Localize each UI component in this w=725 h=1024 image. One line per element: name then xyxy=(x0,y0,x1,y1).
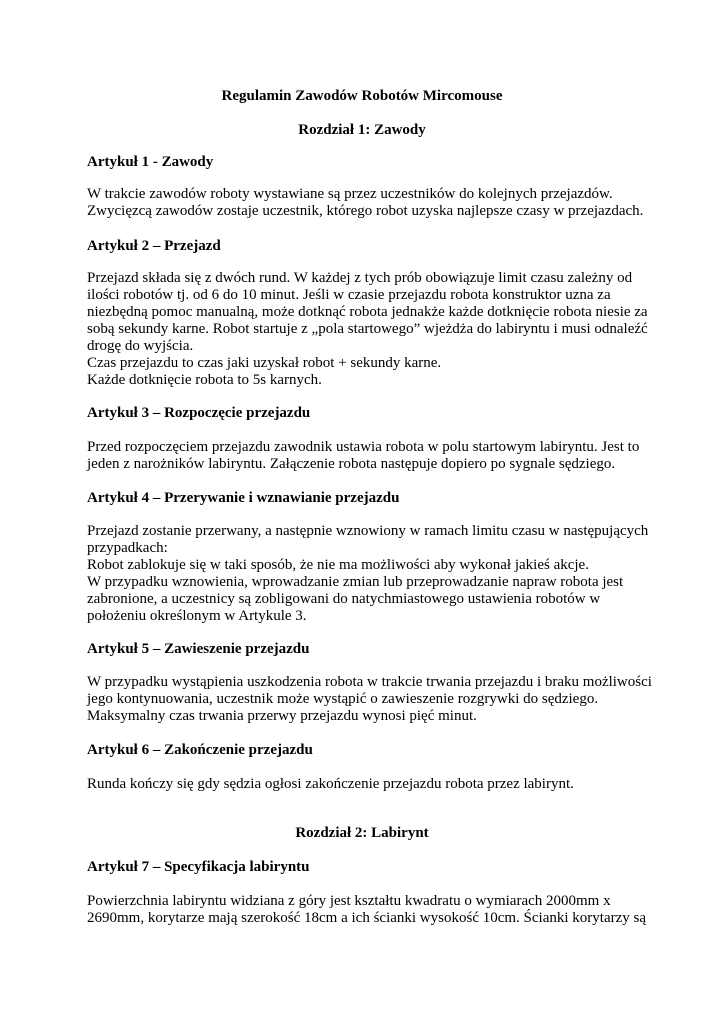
article-7-body xyxy=(87,893,647,927)
article-3-line: Przed rozpoczęciem przejazdu zawodnik ustawia robota w polu startowym labiryntu. Jest to xyxy=(87,439,640,455)
article-5-line: jego kontynuowania, uczestnik może wystąpić o zawieszenie rozgrywki do sędziego. xyxy=(87,691,599,707)
article-4-line: zabronione, a uczestnicy są zobligowani do natychmiastowego ustawienia robotów w xyxy=(87,591,601,607)
article-3-heading: Artykuł 3 – Rozpoczęcie przejazdu xyxy=(87,405,311,421)
article-5-line: W przypadku wystąpienia uszkodzenia robota w trakcie trwania przejazdu i braku możliwości xyxy=(87,674,652,690)
article-7-line: Powierzchnia labiryntu widziana z góry jest kształtu kwadratu o wymiarach 2000mm x xyxy=(87,893,611,909)
article-2-heading: Artykuł 2 – Przejazd xyxy=(87,238,221,254)
article-4-line: Robot zablokuje się w taki sposób, że nie ma możliwości aby wykonał jakieś akcje. xyxy=(87,557,589,573)
chapter-2-heading: Rozdział 2: Labirynt xyxy=(295,825,429,841)
article-5-body xyxy=(87,674,652,725)
article-5-line: Maksymalny czas trwania przerwy przejazdu wynosi pięć minut. xyxy=(87,708,477,724)
chapter-1-heading: Rozdział 1: Zawody xyxy=(298,122,426,138)
article-4-line: Przejazd zostanie przerwany, a następnie wznowiony w ramach limitu czasu w następujących xyxy=(87,523,649,539)
article-2-line: Czas przejazdu to czas jaki uzyskał robot + sekundy karne. xyxy=(87,355,442,371)
article-5-heading: Artykuł 5 – Zawieszenie przejazdu xyxy=(87,641,310,657)
article-2-line: sobą sekundy karne. Robot startuje z „pola startowego” wjeżdża do labiryntu i musi odnaleźć xyxy=(87,321,648,337)
document-title: Regulamin Zawodów Robotów Mircomouse xyxy=(221,88,503,104)
article-2-line: drogę do wyjścia. xyxy=(87,338,194,354)
article-6-body xyxy=(87,776,647,793)
article-2-line: Przejazd składa się z dwóch rund. W każdej z tych prób obowiązuje limit czasu zależny od xyxy=(87,270,633,286)
article-3-line: jeden z narożników labiryntu. Załączenie robota następuje dopiero po sygnale sędziego. xyxy=(87,456,616,472)
article-1-line: Zwycięzcą zawodów zostaje uczestnik, którego robot uzyska najlepsze czasy w przejazdach. xyxy=(87,203,644,219)
article-7-heading: Artykuł 7 – Specyfikacja labiryntu xyxy=(87,859,310,875)
article-7-line: 2690mm, korytarze mają szerokość 18cm a ich ścianki wysokość 10cm. Ścianki korytarzy są xyxy=(87,910,647,926)
article-4-line: położeniu określonym w Artykule 3. xyxy=(87,608,307,624)
article-6-heading: Artykuł 6 – Zakończenie przejazdu xyxy=(87,742,313,758)
article-1-heading: Artykuł 1 - Zawody xyxy=(87,154,214,170)
article-2-body xyxy=(87,270,647,389)
article-6-line: Runda kończy się gdy sędzia ogłosi zakończenie przejazdu robota przez labirynt. xyxy=(87,776,574,792)
article-4-body xyxy=(87,523,647,625)
article-4-line: przypadkach: xyxy=(87,540,168,556)
article-2-line: ilości robotów tj. od 6 do 10 minut. Jeśli w czasie przejazdu robota konstruktor uzna za xyxy=(87,287,611,303)
article-3-body xyxy=(87,439,647,473)
article-2-line: Każde dotknięcie robota to 5s karnych. xyxy=(87,372,322,388)
article-2-line: niezbędną pomoc manualną, może dotknąć robota jednakże każde dotknięcie robota niesie za xyxy=(87,304,648,320)
article-4-heading: Artykuł 4 – Przerywanie i wznawianie przejazdu xyxy=(87,490,400,506)
article-4-line: W przypadku wznowienia, wprowadzanie zmian lub przeprowadzanie napraw robota jest xyxy=(87,574,624,590)
article-1-body xyxy=(87,186,647,220)
article-1-line: W trakcie zawodów roboty wystawiane są przez uczestników do kolejnych przejazdów. xyxy=(87,186,613,202)
